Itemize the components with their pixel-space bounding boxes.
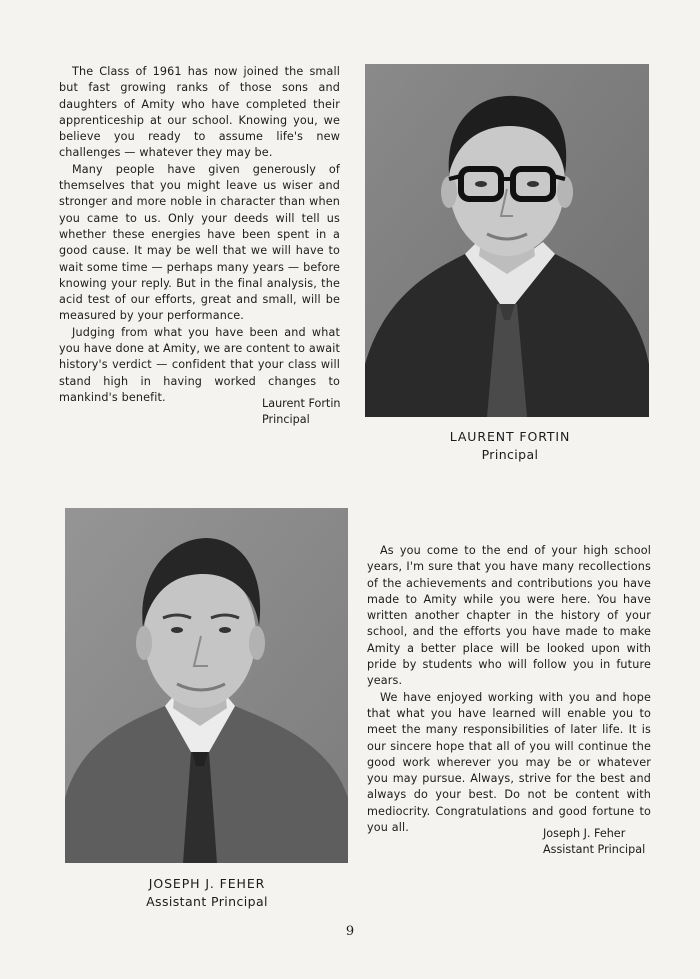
assistant-principal-caption-name: JOSEPH J. FEHER (148, 876, 266, 891)
assistant-principal-signature-title: Assistant Principal (543, 843, 646, 857)
principal-caption-title: Principal (481, 447, 539, 462)
principal-caption-name: LAURENT FORTIN (449, 429, 571, 444)
assistant-principal-caption-title: Assistant Principal (146, 894, 268, 909)
principal-signature-name: Laurent Fortin (262, 397, 341, 410)
principal-caption (415, 428, 605, 464)
assistant-principal-signature (543, 826, 645, 859)
assistant-principal-signature-name: Joseph J. Feher (543, 827, 626, 840)
principal-message-paragraph: The Class of 1961 has now joined the small but fast growing ranks of those sons and daughters of Amity who have completed their apprenticeship at our school. Knowing you, we believe you ready to assume life's new challenges — whatever they may be. (59, 65, 340, 160)
principal-portrait-photo (365, 64, 649, 417)
principal-message (59, 64, 340, 406)
assistant-principal-caption (112, 875, 302, 911)
page-number: 9 (345, 924, 355, 939)
assistant-principal-portrait-photo (65, 508, 348, 863)
principal-signature-title: Principal (262, 413, 310, 427)
principal-message-paragraph: Judging from what you have been and what you have done at Amity, we are content to await history's verdict — confident that your class will stand high in having worked changes to mankind's benefit. (59, 325, 340, 404)
assistant-principal-message-paragraph: We have enjoyed working with you and hope that what you have learned will enable you to meet the many responsibilities of later life. It is our sincere hope that all of you will continue the good work wherever you may be or whatever you may pursue. Always, strive for the best and always do your best. Do not be content with mediocrity. Congratulations and good fortune to you all. (367, 690, 651, 835)
assistant-principal-message (367, 543, 651, 836)
principal-message-paragraph: Many people have given generously of themselves that you might leave us wiser and stronger and more noble in character than when you came to us. Only your deeds will tell us whether these energies have been spent in a good cause. It may be well that we will have to wait some time — perhaps many years — before knowing your reply. But in the final analysis, the acid test of our efforts, great and small, will be measured by your performance. (59, 162, 340, 323)
principal-signature (262, 396, 341, 429)
assistant-principal-message-paragraph: As you come to the end of your high school years, I'm sure that you have many recollections of the achievements and contributions you have made to Amity while you were here. You have written another chapter in the history of your school, and the efforts you have made to make Amity a better place will be looked upon with pride by students who will follow you in future years. (367, 544, 651, 688)
